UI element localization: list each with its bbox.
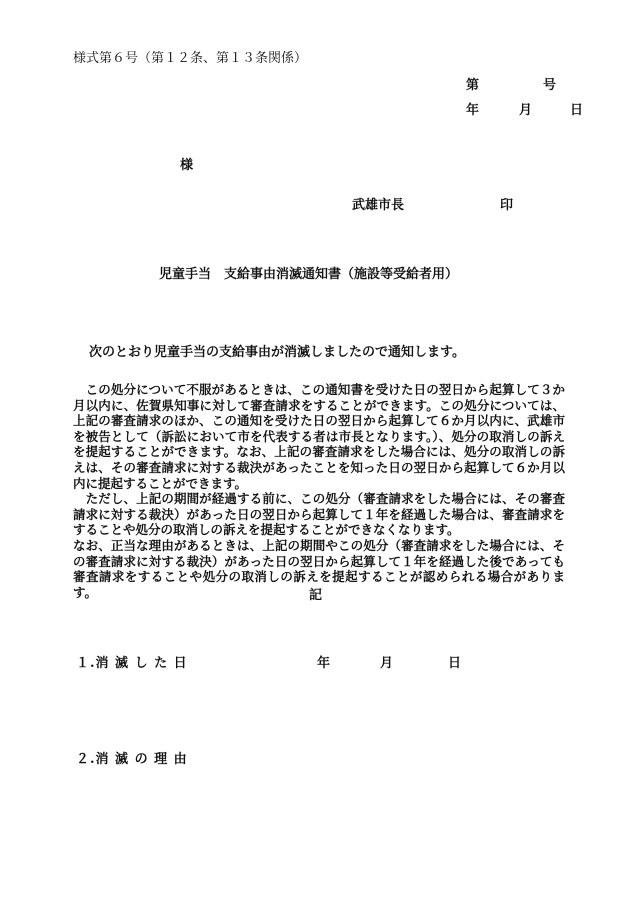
document-date bbox=[466, 103, 583, 119]
form-number: 様式第６号（第１２条、第１３条関係） bbox=[73, 51, 308, 66]
document-number bbox=[466, 78, 556, 94]
extinction-month: 月 bbox=[380, 656, 394, 671]
body-paragraph-3: なお、正当な理由があるときは、上記の期間やこの処分（審査請求をした場合には、その審査請求に対する裁決）があった日の翌日から起算して１年を経過した後であっても審査請求をすることや処分の取消しの訴えを提起することが認められる場合があります。 bbox=[73, 537, 565, 600]
extinction-day: 日 bbox=[448, 656, 462, 671]
intro-text: 次のとおり児童手当の支給事由が消滅しましたので通知します。 bbox=[89, 345, 465, 360]
extinction-date-label: １.消 滅 し た 日 bbox=[76, 656, 188, 671]
extinction-year: 年 bbox=[317, 656, 331, 671]
body-paragraph-2: ただし、上記の期間が経過する前に、この処分（審査請求をした場合には、その審査請求に対する裁決）があった日の翌日から起算して１年を経過した場合は、審査請求をすることや処分の取消しの訴えを提起することができなくなります。 bbox=[73, 491, 565, 538]
sender-name: 武雄市長 bbox=[352, 198, 405, 213]
extinction-reason-label: ２.消 滅 の 理 由 bbox=[76, 752, 188, 767]
appeal-notice-body bbox=[73, 382, 565, 600]
body-paragraph-1: この処分について不服があるときは、この通知書を受けた日の翌日から起算して３か月以内に、佐賀県知事に対して審査請求をすることができます。この処分については、上記の審査請求のほか、この通知を受けた日の翌日から起算して６か月以内に、武雄市を被告として（訴訟において市を代表する者は市長となります。）、処分の取消しの訴えを提起することができます。なお、上記の審査請求をした場合には、処分の取消しの訴えは、その審査請求に対する裁決があったことを知った日の翌日から起算して６か月以内に提起することができます。 bbox=[73, 382, 565, 491]
number-prefix: 第 bbox=[466, 78, 480, 93]
number-suffix: 号 bbox=[543, 78, 557, 93]
extinction-date-fields bbox=[317, 656, 461, 672]
date-year: 年 bbox=[466, 103, 480, 118]
date-month: 月 bbox=[519, 103, 533, 118]
date-day: 日 bbox=[570, 103, 584, 118]
recipient-honorific: 様 bbox=[180, 158, 194, 173]
seal-mark: 印 bbox=[500, 198, 514, 213]
document-title: 児童手当 支給事由消滅通知書（施設等受給者用） bbox=[159, 267, 459, 282]
record-mark: 記 bbox=[309, 588, 323, 603]
